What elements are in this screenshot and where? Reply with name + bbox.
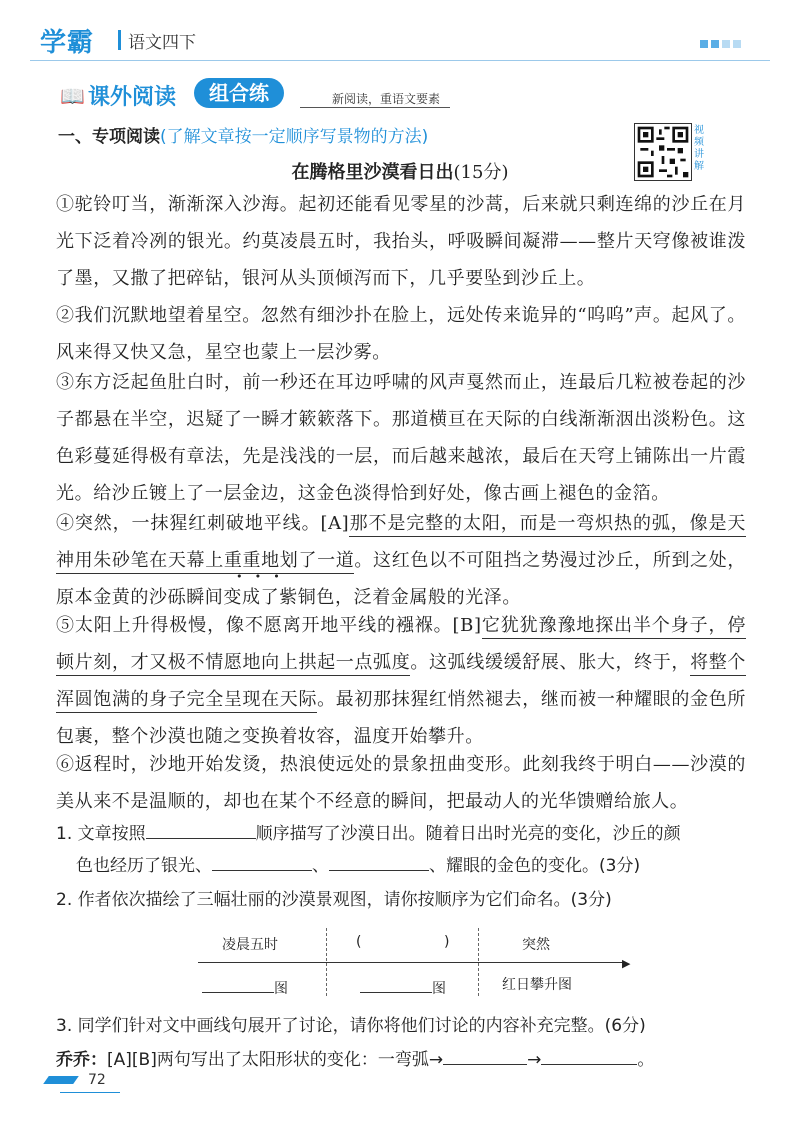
q1-blank-2[interactable]: [212, 852, 312, 871]
question-3-line: [56, 1044, 756, 1076]
part-heading: [58, 122, 428, 147]
pencil-icon: [43, 1076, 79, 1084]
paragraph-2: ②我们沉默地望着星空。忽然有细沙扑在脸上，远处传来诡异的“呜呜”声。起风了。风来得又快又急，星空也蒙上一层沙雾。: [56, 305, 746, 363]
speaker-name: 乔乔：: [56, 1050, 107, 1070]
section-title: 课外阅读: [88, 85, 177, 110]
p5-intro: ⑤太阳上升得极慢，像不愿离开地平线的襁褓。[B]: [56, 615, 482, 636]
brand-logo: 学霸: [40, 28, 95, 58]
diagram-name-2: [360, 974, 446, 998]
underlined-sentence-b: 它犹犹豫豫地探出半个身子，停顿片刻，才又极不情愿地向上拱起一点弧度: [56, 615, 746, 676]
article-title-text: 在腾格里沙漠看日出: [291, 162, 454, 183]
q1-text-e: 、耀眼的金色的变化。(3分): [429, 856, 641, 876]
page-rule: [60, 1092, 120, 1093]
paragraph-6: ⑥返程时，沙地开始发烫，热浪使远处的景象扭曲变形。此刻我终于明白——沙漠的美从来不是温顺的，却也在某个不经意的瞬间，把最动人的光华馈赠给旅人。: [56, 754, 746, 812]
q3-arrow: →: [527, 1050, 542, 1070]
question-3: 3. 同学们针对文中画线句展开了讨论，请你将他们讨论的内容补充完整。(6分): [56, 1016, 646, 1036]
paragraph-1: ①驼铃叮当，渐渐深入沙海。起初还能看见零星的沙蒿，后来就只剩连绵的沙丘在月光下泛着冷冽的银光。约莫凌晨五时，我抬头，呼吸瞬间凝滞——整片天穹像被谁泼了墨，又撒了把碎钻，银河从头顶倾泻而下，几乎要坠到沙丘上。: [56, 194, 746, 289]
timeline-axis: [198, 962, 626, 963]
p5-mid: 。这弧线缓缓舒展、胀大，终于，: [410, 652, 691, 673]
q1-blank-3[interactable]: [329, 852, 429, 871]
timeline-arrow-icon: ▶: [622, 957, 631, 970]
logo-divider: [118, 30, 121, 50]
header-rule: [30, 60, 770, 61]
q1-text-b: 顺序描写了沙漠日出。随着日出时光亮的变化，沙丘的颜: [255, 824, 681, 844]
underlined-sentence-c: 将整个浑圆饱满的身子完全呈现在天际: [56, 652, 746, 713]
q1-blank-1[interactable]: [146, 820, 256, 839]
q1-text-a: 1. 文章按照: [56, 824, 146, 844]
diagram-paren-open: (: [356, 934, 362, 950]
question-2: 2. 作者依次描绘了三幅壮丽的沙漠景观图，请你按顺序为它们命名。(3分): [56, 890, 612, 910]
part-label: 一、专项阅读: [58, 127, 160, 147]
scene-diagram: [198, 928, 631, 998]
book-title: 语文四下: [128, 33, 196, 53]
diagram-name-3: 红日攀升图: [502, 977, 572, 993]
diagram-paren-close: ): [444, 934, 450, 950]
page-number: 72: [88, 1072, 106, 1088]
underlined-a-part2: 划了一道: [279, 550, 355, 571]
divider-1: [326, 928, 327, 996]
p4-intro: ④突然，一抹猩红刺破地平线。[A]: [56, 513, 350, 534]
paragraph-5: [56, 607, 746, 755]
emphasis-dotted-text: 重重地: [224, 550, 280, 579]
q3-blank-1[interactable]: [443, 1046, 527, 1065]
paragraph-4: [56, 505, 746, 616]
q1-text-c: 色也经历了银光、: [76, 856, 212, 876]
p4-rest: 。这红色以不可阻挡之势漫过沙丘，所到之处，原本金黄的沙砾瞬间变成了紫铜色，泛着金属般的光泽。: [56, 550, 746, 608]
diagram-blank-1[interactable]: [202, 974, 274, 993]
article-title: [0, 158, 800, 184]
section-badge: 组合练: [194, 78, 284, 108]
q3-text-a: [A][B]两句写出了太阳形状的变化：一弯弧→: [107, 1050, 444, 1070]
q3-blank-2[interactable]: [541, 1046, 637, 1065]
article-score: (15分): [453, 162, 509, 183]
diagram-suffix-1: 图: [274, 981, 288, 997]
diagram-label-1: 凌晨五时: [222, 937, 278, 953]
q3-end: 。: [637, 1050, 655, 1070]
part-focus: (了解文章按一定顺序写景物的方法): [160, 127, 429, 147]
diagram-name-1: [202, 974, 288, 998]
diagram-suffix-2: 图: [432, 981, 446, 997]
qr-label: 视频讲解: [694, 125, 704, 172]
section-tagline: 新阅读，重语文要素: [332, 92, 441, 106]
header-decoration: [700, 40, 741, 48]
paragraph-3: ③东方泛起鱼肚白时，前一秒还在耳边呼啸的风声戛然而止，连最后几粒被卷起的沙子都悬在半空，迟疑了一瞬才簌簌落下。那道横亘在天际的白线渐渐洇出淡粉色。这色彩蔓延得极有章法，先是浅浅的一层，而后越来越浓，最后在天穹上铺陈出一片霞光。给沙丘镀上了一层金边，这金色淡得恰到好处，像古画上褪色的金箔。: [56, 372, 746, 504]
tagline-underline: [300, 107, 450, 108]
underlined-a-part1: 那不是完整的太阳，而是一弯炽热的弧，像是天神用朱砂笔在天幕上: [56, 513, 746, 571]
p5-rest: 。最初那抹猩红悄然褪去，继而被一种耀眼的金色所包裹，整个沙漠也随之变换着妆容，温度开始攀升。: [56, 689, 746, 747]
page-header: [0, 0, 800, 60]
diagram-blank-2[interactable]: [360, 974, 432, 993]
divider-2: [478, 928, 479, 996]
question-1: [56, 818, 756, 882]
diagram-label-3: 突然: [522, 937, 550, 953]
book-icon: 📖: [60, 84, 85, 108]
q1-text-d: 、: [312, 856, 329, 876]
